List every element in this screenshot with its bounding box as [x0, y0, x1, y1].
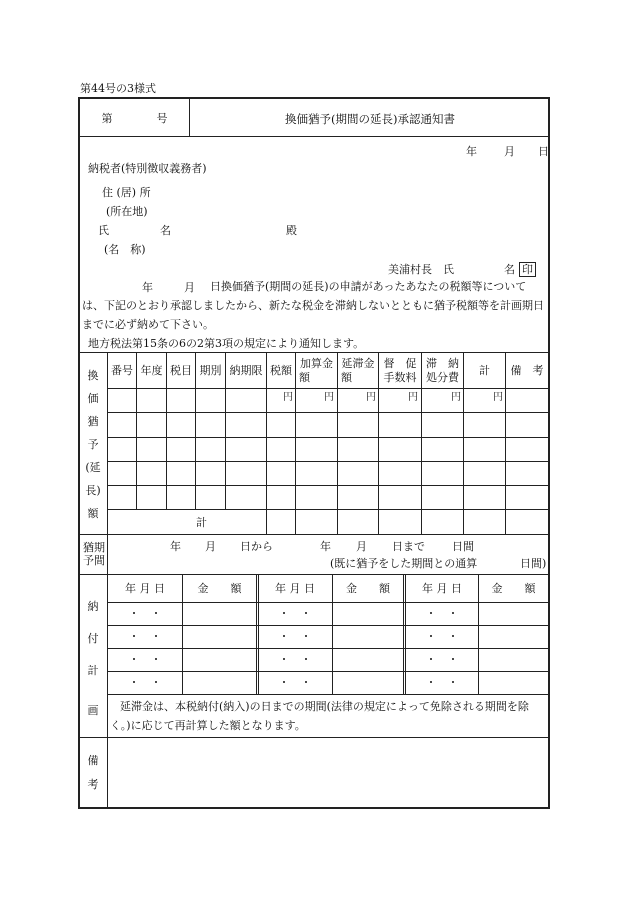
notice-body: 日換価猶予(期間の延長)の申請があったあなたの税額等については、下記のとおり承認しましたから、新たな税金を滞納しないとともに猶予税額等を計画期日までに必ず納めて下さい。	[82, 280, 544, 331]
col-header-delinquency	[338, 353, 378, 388]
col-header-disposition-1: 滞 納	[426, 356, 459, 370]
number-suffix: 号	[156, 112, 168, 126]
issuer-name-text: 名	[504, 263, 515, 276]
amount-col-line	[337, 352, 338, 534]
col-header-delinquency-2: 額	[341, 370, 352, 384]
address-label: 住 (居) 所	[102, 186, 151, 199]
plan-col-line	[256, 574, 257, 694]
col-header-additional-2: 額	[299, 370, 310, 384]
seal-mark: 印	[519, 262, 536, 277]
col-header-disposition	[422, 353, 463, 388]
honorific: 殿	[286, 224, 297, 237]
plan-date-placeholder: ・ ・	[128, 607, 162, 621]
amount-row-line	[107, 412, 548, 413]
remarks-top	[80, 737, 548, 738]
plan-date-header-2: 年 月 日	[275, 581, 315, 595]
grace-side-divider	[107, 534, 108, 574]
col-header-dunning	[379, 353, 421, 388]
yen-mark: 円	[366, 392, 376, 403]
grace-year-2: 年	[320, 540, 331, 553]
plan-side-char-3: 計	[87, 664, 99, 677]
plan-side-char-1: 納	[87, 600, 99, 613]
notice-form	[78, 97, 550, 809]
amount-col-line	[266, 352, 267, 534]
plan-date-placeholder: ・ ・	[128, 630, 162, 644]
col-header-remarks: 備 考	[510, 363, 544, 377]
grace-from: 日から	[240, 540, 273, 553]
amount-side-char-2: 価	[87, 392, 99, 405]
plan-date-placeholder: ・ ・	[425, 653, 459, 667]
amount-col-line	[463, 352, 464, 534]
amount-row-line	[107, 485, 548, 486]
plan-note: 延滞金は、本税納付(納入)の日までの期間(法律の規定によって免除される期間を除く。)に応じて再計算した額となります。	[110, 700, 529, 732]
col-header-dunning-1: 督 促	[383, 356, 417, 370]
yen-mark: 円	[408, 392, 418, 403]
yen-mark: 円	[493, 392, 503, 403]
amount-col-line	[378, 352, 379, 534]
col-header-due-date: 納期限	[229, 363, 263, 377]
grace-label-2: 予間	[83, 554, 105, 567]
name-label-1: 氏	[98, 224, 109, 237]
notice-year: 年	[142, 281, 153, 294]
amount-side-char-5: (延	[85, 461, 101, 474]
grace-month: 月	[205, 540, 216, 553]
amount-total-label: 計	[196, 516, 207, 529]
col-header-installment: 期別	[199, 363, 222, 377]
grace-year: 年	[170, 540, 181, 553]
plan-date-header-3: 年 月 日	[422, 581, 462, 595]
header-rule	[80, 136, 548, 137]
amount-side-char-7: 額	[87, 507, 99, 520]
date-year: 年	[466, 145, 477, 158]
taxpayer-label: 納税者(特別徴収義務者)	[88, 162, 207, 175]
location-label: (所在地)	[106, 205, 148, 218]
col-header-disposition-2: 処分費	[426, 370, 459, 384]
col-header-additional-1: 加算金	[300, 356, 333, 370]
col-header-tax-item: 税目	[170, 363, 192, 377]
col-header-tax-amount: 税額	[270, 363, 292, 377]
notice-month: 月	[184, 281, 195, 294]
col-header-dunning-2: 手数料	[383, 370, 417, 384]
amount-col-line	[295, 352, 296, 534]
grace-cumulative: (既に猶予をした期間との通算	[330, 557, 478, 570]
form-number: 第44号の3様式	[80, 82, 156, 95]
number-prefix: 第	[101, 112, 113, 126]
date-month: 月	[504, 145, 515, 158]
plan-date-placeholder: ・ ・	[278, 630, 312, 644]
form-title: 換価猶予(期間の延長)承認通知書	[285, 111, 455, 126]
issuer-mayor: 美浦村長 氏	[388, 263, 454, 276]
plan-date-header-1: 年 月 日	[125, 581, 165, 595]
grace-until: 日まで	[392, 540, 425, 553]
plan-col-line	[403, 574, 404, 694]
remarks-side-char-1: 備	[87, 754, 99, 767]
org-name-label: (名 称)	[104, 243, 146, 256]
grace-label-1: 猶期	[83, 541, 105, 554]
amount-col-line	[505, 352, 506, 534]
plan-col-line	[478, 574, 479, 694]
plan-date-placeholder: ・ ・	[425, 630, 459, 644]
plan-col-line	[332, 574, 333, 694]
yen-mark: 円	[451, 392, 461, 403]
remarks-side-char-2: 考	[87, 778, 99, 791]
yen-mark: 円	[283, 392, 293, 403]
plan-amount-header-3: 金 額	[491, 581, 536, 595]
amount-row-line	[107, 388, 548, 389]
grace-period-top	[80, 534, 548, 535]
notice-legal-basis: 地方税法第15条の6の2第3項の規定により通知します。	[88, 337, 365, 350]
grace-cumulative-days: 日間)	[520, 557, 547, 570]
amount-row-line	[107, 437, 548, 438]
plan-date-placeholder: ・ ・	[425, 676, 459, 690]
plan-date-placeholder: ・ ・	[278, 653, 312, 667]
plan-col-line	[182, 574, 183, 694]
amount-col-line	[421, 352, 422, 534]
plan-side-char-2: 付	[87, 632, 99, 645]
remarks-side-divider	[107, 737, 108, 807]
col-header-delinquency-1: 延滞金	[341, 356, 375, 370]
plan-side-char-4: 画	[87, 704, 99, 717]
grace-month-2: 月	[356, 540, 367, 553]
date-day: 日	[538, 145, 549, 158]
plan-date-placeholder: ・ ・	[278, 607, 312, 621]
plan-date-placeholder: ・ ・	[128, 653, 162, 667]
amount-row-line	[107, 509, 548, 510]
yen-mark: 円	[324, 392, 334, 403]
amount-side-char-6: 長)	[85, 484, 101, 497]
col-header-total: 計	[479, 363, 490, 377]
col-header-fiscal-year: 年度	[140, 363, 163, 377]
grace-days: 日間	[452, 540, 474, 553]
plan-date-placeholder: ・ ・	[278, 676, 312, 690]
col-header-additional	[296, 353, 337, 388]
amount-side-char-4: 予	[87, 438, 99, 451]
plan-date-placeholder: ・ ・	[128, 676, 162, 690]
issuer-name-char	[504, 262, 536, 277]
plan-row-line	[107, 694, 548, 695]
amount-row-line	[107, 461, 548, 462]
plan-amount-header-1: 金 額	[197, 581, 242, 595]
amount-side-char-3: 猶	[87, 415, 99, 428]
plan-date-placeholder: ・ ・	[425, 607, 459, 621]
col-header-no: 番号	[111, 363, 133, 377]
plan-amount-header-2: 金 額	[346, 581, 390, 595]
name-label-2: 名	[160, 224, 171, 237]
amount-side-char-1: 換	[87, 369, 99, 382]
